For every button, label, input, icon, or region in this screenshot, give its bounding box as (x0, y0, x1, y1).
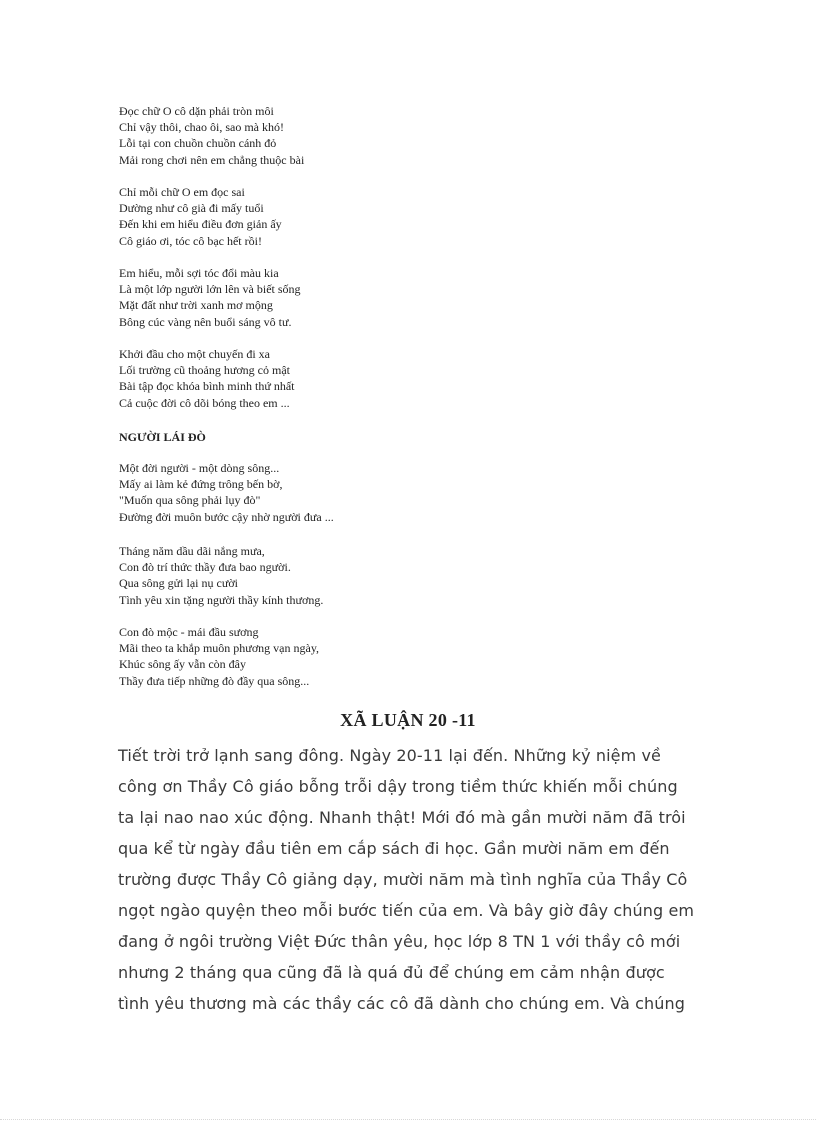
essay-line: đang ở ngôi trường Việt Đức thân yêu, học lớp 8 TN 1 với thầy cô mới (118, 932, 681, 951)
poem-line: Tháng năm dầu dãi nắng mưa, (119, 544, 265, 558)
poem-line: Con đò trí thức thầy đưa bao người. (119, 560, 291, 575)
poem-line: Bài tập đọc khóa bình minh thứ nhất (119, 379, 295, 394)
poem-line: Là một lớp người lớn lên và biết sống (119, 282, 301, 297)
poem-line: Chỉ vậy thôi, chao ôi, sao mà khó! (119, 120, 284, 135)
poem-line: Cô giáo ơi, tóc cô bạc hết rồi! (119, 233, 262, 248)
poem-line: Dường như cô già đi mấy tuổi (119, 201, 264, 216)
poem-line: Lối trường cũ thoảng hương cỏ mật (119, 363, 290, 378)
poem-line: Chỉ mỗi chữ O em đọc sai (119, 185, 245, 199)
poem-line: Thầy đưa tiếp những đò đầy qua sông... (119, 673, 310, 688)
poem-line: Bông cúc vàng nên buổi sáng vô tư. (119, 314, 292, 329)
poem-line: Khởi đầu cho một chuyến đi xa (119, 347, 270, 361)
poem-stanza-4 (119, 346, 519, 411)
essay-line: tình yêu thương mà các thầy các cô đã dành cho chúng em. Và chúng (118, 994, 685, 1013)
poem-stanza-7 (119, 624, 519, 689)
poem-title: NGƯỜI LÁI ĐÒ (119, 430, 206, 444)
essay-line: Tiết trời trở lạnh sang đông. Ngày 20-11 lại đến. Những kỷ niệm về (118, 746, 662, 765)
poem-line: "Muốn qua sông phải lụy đò" (119, 493, 261, 508)
poem-stanza-2 (119, 184, 519, 249)
poem-line: Cả cuộc đời cô dõi bóng theo em ... (119, 395, 290, 410)
poem-line: Một đời người - một dòng sông... (119, 461, 280, 475)
poem-line: Qua sông gửi lại nụ cười (119, 576, 239, 591)
poem-line: Đến khi em hiểu điều đơn giản ấy (119, 217, 282, 232)
poem-stanza-1 (119, 103, 519, 168)
poem-line: Mải rong chơi nên em chẳng thuộc bài (119, 152, 305, 167)
poem-line: Đọc chữ O cô dặn phải tròn môi (119, 104, 274, 118)
essay-title: XÃ LUẬN 20 -11 (340, 710, 476, 730)
poem-stanza-6 (119, 543, 519, 608)
poem-line: Mấy ai làm kẻ đứng trông bến bờ, (119, 477, 283, 492)
poem-line: Khúc sông ấy vẫn còn đây (119, 657, 246, 672)
essay-line: ngọt ngào quyện theo mỗi bước tiến của em. Và bây giờ đây chúng em (118, 901, 695, 920)
poem-stanza-5 (119, 460, 519, 525)
essay-body (118, 740, 718, 1019)
page-bottom-divider (0, 1119, 816, 1120)
essay-line: trường được Thầy Cô giảng dạy, mười năm mà tình nghĩa của Thầy Cô (118, 870, 688, 889)
poem-stanza-3 (119, 265, 519, 330)
poem-line: Con đò mộc - mái đầu sương (119, 625, 259, 639)
poem-line: Lỗi tại con chuồn chuồn cánh đỏ (119, 136, 277, 151)
essay-line: qua kể từ ngày đầu tiên em cắp sách đi học. Gần mười năm em đến (118, 839, 670, 858)
poem-line: Em hiểu, mỗi sợi tóc đổi màu kia (119, 266, 279, 280)
poem-line: Tình yêu xin tặng người thầy kính thương. (119, 592, 324, 607)
essay-line: ta lại nao nao xúc động. Nhanh thật! Mới đó mà gần mười năm đã trôi (118, 808, 686, 827)
poem-line: Mãi theo ta khắp muôn phương vạn ngày, (119, 641, 320, 656)
poem-line: Mặt đất như trời xanh mơ mộng (119, 298, 273, 313)
poem-line: Đường đời muôn bước cậy nhờ người đưa ... (119, 509, 334, 524)
essay-line: công ơn Thầy Cô giáo bỗng trỗi dậy trong tiềm thức khiến mỗi chúng (118, 777, 678, 796)
essay-line: nhưng 2 tháng qua cũng đã là quá đủ để chúng em cảm nhận được (118, 963, 665, 982)
